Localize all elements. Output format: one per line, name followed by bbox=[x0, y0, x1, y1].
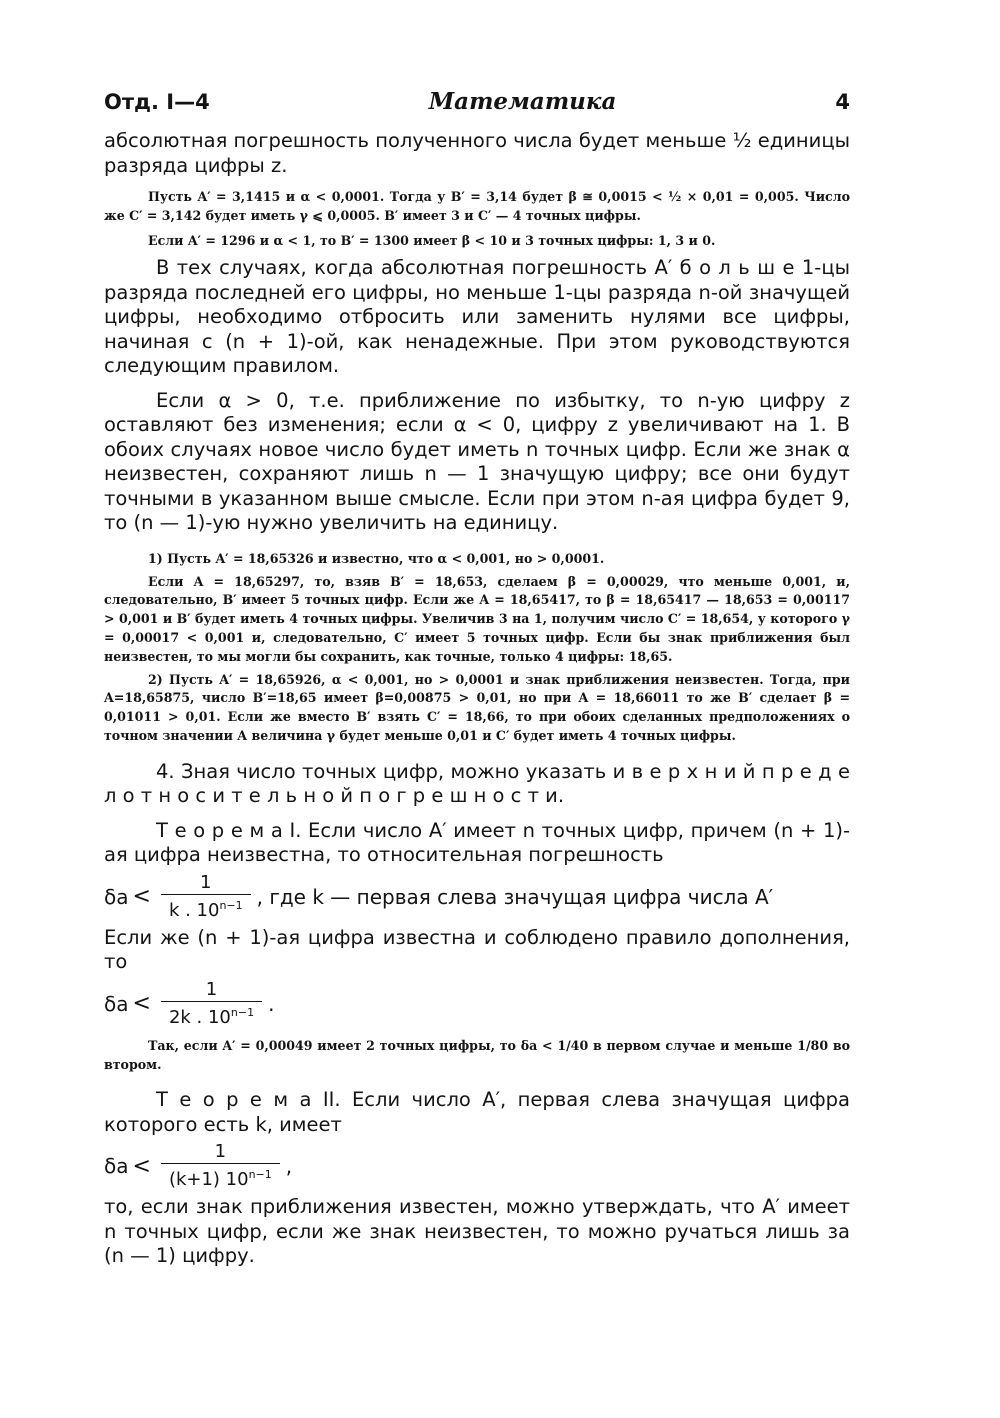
theorem-2-paragraph: Т е о р е м а II. Если число A′, первая слева значущая цифра которого есть k, имеет bbox=[104, 1088, 850, 1136]
less-than-symbol: < bbox=[132, 991, 151, 1017]
formula-theorem-1 bbox=[104, 868, 850, 926]
denominator-base: (k+1) 10 bbox=[168, 1169, 249, 1191]
fraction-numerator: 1 bbox=[205, 978, 218, 1000]
theorem-1-paragraph: Т е о р е м а I. Если число A′ имеет n точных цифр, причем (n + 1)-ая цифра неизвестна, то относительная погрешность bbox=[104, 818, 850, 867]
rule-paragraph: Если α > 0, т.е. приближение по избытку, то n-ую цифру z оставляют без изменения; если α < 0, цифру z увеличивают на 1. В обоих случаях новое число будет иметь n точных цифр. Если же знак α неизвестен, сохраняют лишь n — 1 значущую цифру; все они будут точными в указанном выше смысле. Если при этом n-ая цифра будет 9, то (n — 1)-ую нужно увеличить на единицу. bbox=[104, 388, 850, 535]
example-paragraph: Если A′ = 1296 и α < 1, то B′ = 1300 имеет β < 10 и 3 точных цифры: 1, 3 и 0. bbox=[148, 232, 716, 248]
theorem-2-continuation: то, если знак приближения известен, можно утверждать, что A′ имеет n точных цифр, если же знак неизвестен, то можно ручаться лишь за (n — 1) цифру. bbox=[104, 1195, 850, 1268]
example-paragraph: Если A = 18,65297, то, взяв B′ = 18,653, сделаем β = 0,00029, что меньше 0,001, и, следовательно, B′ имеет 5 точных цифр. Если же A = 18,65417, то β = 18,65417 — 18,653 = 0,00117 > 0,001 и B′ будет иметь 4 точных цифры. Увеличив 3 на 1, получим число C′ = 18,654, у которого γ = 0,00017 < 0,001 и, следовательно, C′ имеет 5 точных цифр. Если бы знак приближения был неизвестен, то мы могли бы сохранить, как точные, только 4 цифры: 18,65. bbox=[104, 573, 850, 664]
less-than-symbol: < bbox=[132, 1153, 151, 1179]
example-paragraph: 2) Пусть A′ = 18,65926, α < 0,001, но > 0,0001 и знак приближения неизвестен. Тогда, при A=18,65875, число B′=18,65 имеет β=0,00875 > 0,01, но при A = 18,66011 то же B′ сделает β = 0,01011 > 0,01. Если же вместо B′ взять C′ = 18,66, то при обоих сделанных предположениях о точном значении A величина γ будет меньше 0,01 и C′ будет иметь 4 точных цифры. bbox=[104, 671, 850, 744]
formula-lhs: δa bbox=[104, 1154, 129, 1179]
fraction-numerator: 1 bbox=[200, 871, 212, 893]
running-header bbox=[104, 88, 850, 115]
fraction-denominator bbox=[161, 1163, 280, 1191]
formula-tail: , bbox=[285, 1154, 293, 1179]
fraction bbox=[161, 979, 262, 1029]
denominator-exponent: n−1 bbox=[230, 1005, 255, 1019]
formula-lhs: δa bbox=[104, 884, 129, 909]
fraction bbox=[161, 1141, 280, 1191]
formula-complement-rule bbox=[104, 975, 850, 1033]
page-number: 4 bbox=[835, 90, 850, 114]
fraction-numerator: 1 bbox=[214, 1141, 227, 1163]
section-4-heading-paragraph: 4. Зная число точных цифр, можно указать и в е р х н и й п р е д е л о т н о с и т е л ь н о й п о г р е ш н о с т и. bbox=[104, 759, 850, 808]
example-paragraph: Пусть A′ = 3,1415 и α < 0,0001. Тогда у B′ = 3,14 будет β ≅ 0,0015 < ½ × 0,01 = 0,005. Число же C′ = 3,142 будет иметь γ ⩽ 0,0005. B′ имеет 3 и C′ — 4 точных цифры. bbox=[104, 189, 850, 223]
denominator-exponent: n−1 bbox=[248, 1168, 272, 1182]
section-label: Отд. I—4 bbox=[104, 90, 210, 114]
formula-tail: . bbox=[268, 991, 275, 1016]
denominator-base: 2k . 10 bbox=[168, 1006, 231, 1028]
fraction bbox=[161, 872, 251, 922]
formula-lhs: δa bbox=[104, 991, 129, 1016]
example-paragraph: Так, если A′ = 0,00049 имеет 2 точных цифры, то δa < 1/40 в первом случае и меньше 1/80 во втором. bbox=[104, 1037, 850, 1072]
paragraph-continued: абсолютная погрешность полученного числа будет меньше ½ единицы разряда цифры z. bbox=[104, 129, 850, 177]
formula-tail: , где k — первая слева значущая цифра числа A′ bbox=[256, 884, 774, 909]
body-paragraph: В тех случаях, когда абсолютная погрешность A′ б о л ь ш е 1-цы разряда последней его цифры, но меньше 1-цы разряда n-ой значущей цифры, необходимо отбросить или заменить нулями все цифры, начиная с (n + 1)-ой, как ненадежные. При этом руководствуются следующим правилом. bbox=[104, 256, 850, 378]
less-than-symbol: < bbox=[132, 884, 151, 910]
page-title: Математика bbox=[428, 88, 617, 115]
fraction-denominator bbox=[161, 894, 251, 922]
denominator-exponent: n−1 bbox=[219, 898, 243, 912]
example-paragraph: 1) Пусть A′ = 18,65326 и известно, что α < 0,001, но > 0,0001. bbox=[148, 550, 605, 566]
fraction-denominator bbox=[161, 1001, 262, 1029]
formula-theorem-2 bbox=[104, 1137, 850, 1195]
theorem-1-continuation: Если же (n + 1)-ая цифра известна и соблюдено правило дополнения, то bbox=[104, 925, 850, 974]
denominator-base: k . 10 bbox=[168, 899, 220, 921]
